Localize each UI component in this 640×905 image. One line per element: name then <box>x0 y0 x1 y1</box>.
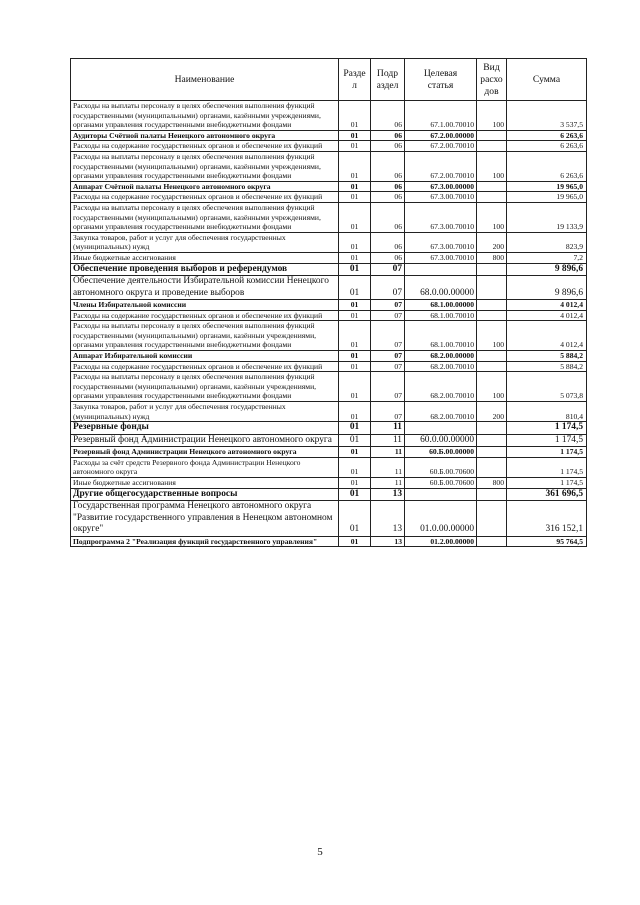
table-row <box>71 263 587 276</box>
table-row <box>71 310 587 321</box>
cell-section: 01 <box>339 350 371 361</box>
cell-section: 01 <box>339 422 371 435</box>
header-subsection: Подр аздел <box>371 59 405 101</box>
table-row <box>71 350 587 361</box>
cell-expense-type <box>477 181 507 192</box>
cell-subsection: 07 <box>371 350 405 361</box>
cell-target: 67.3.00.70010 <box>405 232 477 252</box>
cell-target: 68.2.00.70010 <box>405 372 477 402</box>
cell-subsection: 11 <box>371 422 405 435</box>
table-row <box>71 422 587 435</box>
cell-name: Закупка товаров, работ и услуг для обеспечения государственных (муниципальных) нужд <box>71 401 339 421</box>
cell-section: 01 <box>339 192 371 203</box>
cell-subsection: 11 <box>371 447 405 458</box>
cell-target: 67.2.00.70010 <box>405 141 477 152</box>
cell-expense-type: 800 <box>477 477 507 488</box>
cell-subsection: 07 <box>371 321 405 351</box>
cell-sum: 810,4 <box>507 401 587 421</box>
cell-name: Резервные фонды <box>71 422 339 435</box>
cell-subsection: 13 <box>371 501 405 537</box>
cell-sum: 19 965,0 <box>507 192 587 203</box>
cell-expense-type <box>477 192 507 203</box>
table-row <box>71 361 587 372</box>
cell-section: 01 <box>339 321 371 351</box>
header-row <box>71 59 587 101</box>
cell-sum: 9 896,6 <box>507 263 587 276</box>
table-row <box>71 321 587 351</box>
cell-subsection: 06 <box>371 232 405 252</box>
cell-sum: 7,2 <box>507 252 587 263</box>
cell-sum: 4 012,4 <box>507 310 587 321</box>
table-row <box>71 477 587 488</box>
table-row <box>71 536 587 547</box>
cell-expense-type <box>477 310 507 321</box>
table-row <box>71 151 587 181</box>
cell-sum: 1 174,5 <box>507 457 587 477</box>
cell-expense-type: 100 <box>477 372 507 402</box>
table-row <box>71 457 587 477</box>
cell-subsection: 07 <box>371 310 405 321</box>
cell-section: 01 <box>339 434 371 447</box>
cell-name: Резервный фонд Администрации Ненецкого автономного округа <box>71 447 339 458</box>
cell-expense-type <box>477 263 507 276</box>
cell-name: Расходы за счёт средств Резервного фонда Администрации Ненецкого автономного округа <box>71 457 339 477</box>
cell-target: 68.1.00.00000 <box>405 300 477 311</box>
table-row <box>71 372 587 402</box>
cell-target: 68.2.00.70010 <box>405 361 477 372</box>
cell-expense-type <box>477 447 507 458</box>
cell-name: Расходы на выплаты персоналу в целях обеспечения выполнения функций государственными (муниципальными) органами, казёнными учреждениями, органами управления государственными внебюджетными фондами <box>71 101 339 131</box>
table-row <box>71 101 587 131</box>
cell-name: Расходы на выплаты персоналу в целях обеспечения выполнения функций государственными (муниципальными) органами, казённыи учреждениями, органами управления государственными внебюджетными фондами <box>71 372 339 402</box>
cell-target: 67.2.00.70010 <box>405 151 477 181</box>
table-row <box>71 300 587 311</box>
cell-name: Аппарат Счётной палаты Ненецкого автономного округа <box>71 181 339 192</box>
cell-subsection: 13 <box>371 536 405 547</box>
cell-expense-type <box>477 141 507 152</box>
cell-expense-type <box>477 536 507 547</box>
cell-sum: 19 965,0 <box>507 181 587 192</box>
table-row <box>71 232 587 252</box>
cell-section: 01 <box>339 477 371 488</box>
cell-target: 67.3.00.70010 <box>405 202 477 232</box>
cell-target: 68.0.00.00000 <box>405 276 477 300</box>
cell-expense-type <box>477 457 507 477</box>
cell-subsection: 07 <box>371 300 405 311</box>
header-name: Наименование <box>71 59 339 101</box>
cell-name: Расходы на содержание государственных органов и обеспечение их функций <box>71 310 339 321</box>
cell-sum: 4 012,4 <box>507 321 587 351</box>
cell-target: 60.Б.00.70600 <box>405 457 477 477</box>
cell-name: Закупка товаров, работ и услуг для обеспечения государственных (муниципальных) нужд <box>71 232 339 252</box>
cell-expense-type <box>477 276 507 300</box>
cell-sum: 1 174,5 <box>507 422 587 435</box>
cell-expense-type: 100 <box>477 202 507 232</box>
cell-section: 01 <box>339 361 371 372</box>
table-row <box>71 141 587 152</box>
cell-section: 01 <box>339 372 371 402</box>
cell-expense-type: 100 <box>477 101 507 131</box>
cell-expense-type <box>477 130 507 141</box>
cell-target <box>405 263 477 276</box>
cell-subsection: 07 <box>371 263 405 276</box>
cell-section: 01 <box>339 181 371 192</box>
cell-section: 01 <box>339 232 371 252</box>
table-row <box>71 501 587 537</box>
cell-name: Другие общегосударственные вопросы <box>71 488 339 501</box>
cell-expense-type <box>477 434 507 447</box>
cell-target <box>405 488 477 501</box>
cell-section: 01 <box>339 457 371 477</box>
cell-target: 67.3.00.70010 <box>405 192 477 203</box>
cell-name: Подпрограмма 2 "Реализация функций государственного управления" <box>71 536 339 547</box>
budget-table <box>70 58 587 547</box>
cell-sum: 4 012,4 <box>507 300 587 311</box>
cell-subsection: 06 <box>371 141 405 152</box>
cell-sum: 3 537,5 <box>507 101 587 131</box>
cell-target: 67.1.00.70010 <box>405 101 477 131</box>
cell-name: Расходы на выплаты персоналу в целях обеспечения выполнения функций государственными (муниципальными) органами, казёнными учреждениями, органами управления государственными внебюджетными фондами <box>71 202 339 232</box>
cell-name: Обеспечение деятельности Избирательной комиссии Ненецкого автономного округа и проведение выборов <box>71 276 339 300</box>
cell-subsection: 07 <box>371 276 405 300</box>
cell-section: 01 <box>339 252 371 263</box>
cell-section: 01 <box>339 401 371 421</box>
cell-expense-type <box>477 361 507 372</box>
header-sum: Сумма <box>507 59 587 101</box>
table-row <box>71 447 587 458</box>
cell-name: Государственная программа Ненецкого автономного округа "Развитие государственного управления в Ненецком автономном округе" <box>71 501 339 537</box>
cell-expense-type: 800 <box>477 252 507 263</box>
cell-section: 01 <box>339 263 371 276</box>
cell-subsection: 13 <box>371 488 405 501</box>
cell-name: Аппарат Избирательной комиссии <box>71 350 339 361</box>
cell-sum: 1 174,5 <box>507 477 587 488</box>
cell-target: 60.Б.00.70600 <box>405 477 477 488</box>
cell-target: 67.2.00.00000 <box>405 130 477 141</box>
cell-sum: 5 073,8 <box>507 372 587 402</box>
cell-name: Расходы на содержание государственных органов и обеспечение их функций <box>71 141 339 152</box>
cell-sum: 1 174,5 <box>507 434 587 447</box>
cell-section: 01 <box>339 300 371 311</box>
table-row <box>71 401 587 421</box>
table-row <box>71 488 587 501</box>
cell-subsection: 06 <box>371 181 405 192</box>
cell-target: 68.2.00.70010 <box>405 401 477 421</box>
cell-sum: 9 896,6 <box>507 276 587 300</box>
table-row <box>71 276 587 300</box>
cell-expense-type: 100 <box>477 151 507 181</box>
cell-expense-type <box>477 501 507 537</box>
cell-name: Члены Избирательной комиссии <box>71 300 339 311</box>
cell-section: 01 <box>339 130 371 141</box>
cell-sum: 6 263,6 <box>507 151 587 181</box>
budget-sheet <box>70 58 586 547</box>
cell-name: Иные бюджетные ассигнования <box>71 477 339 488</box>
cell-sum: 1 174,5 <box>507 447 587 458</box>
header-section: Разде л <box>339 59 371 101</box>
cell-section: 01 <box>339 501 371 537</box>
cell-sum: 361 696,5 <box>507 488 587 501</box>
cell-expense-type: 100 <box>477 321 507 351</box>
table-row <box>71 181 587 192</box>
table-row <box>71 202 587 232</box>
cell-expense-type <box>477 350 507 361</box>
table-row <box>71 252 587 263</box>
cell-subsection: 06 <box>371 151 405 181</box>
cell-subsection: 06 <box>371 252 405 263</box>
cell-expense-type: 200 <box>477 232 507 252</box>
cell-subsection: 06 <box>371 202 405 232</box>
cell-sum: 6 263,6 <box>507 130 587 141</box>
cell-target: 60.0.00.00000 <box>405 434 477 447</box>
cell-subsection: 06 <box>371 101 405 131</box>
cell-sum: 95 764,5 <box>507 536 587 547</box>
table-row <box>71 130 587 141</box>
cell-target: 68.1.00.70010 <box>405 310 477 321</box>
cell-sum: 316 152,1 <box>507 501 587 537</box>
cell-expense-type: 200 <box>477 401 507 421</box>
cell-subsection: 11 <box>371 477 405 488</box>
table-row <box>71 434 587 447</box>
cell-section: 01 <box>339 101 371 131</box>
cell-section: 01 <box>339 202 371 232</box>
page-number: 5 <box>317 846 323 858</box>
cell-section: 01 <box>339 536 371 547</box>
cell-subsection: 11 <box>371 434 405 447</box>
cell-section: 01 <box>339 488 371 501</box>
cell-section: 01 <box>339 276 371 300</box>
cell-name: Обеспечение проведения выборов и референдумов <box>71 263 339 276</box>
cell-sum: 19 133,9 <box>507 202 587 232</box>
cell-subsection: 11 <box>371 457 405 477</box>
cell-section: 01 <box>339 141 371 152</box>
cell-name: Аудиторы Счётной палаты Ненецкого автономного округа <box>71 130 339 141</box>
cell-target: 68.1.00.70010 <box>405 321 477 351</box>
cell-target: 01.0.00.00000 <box>405 501 477 537</box>
cell-subsection: 07 <box>371 361 405 372</box>
cell-section: 01 <box>339 447 371 458</box>
cell-name: Расходы на содержание государственных органов и обеспечение их функций <box>71 361 339 372</box>
cell-subsection: 06 <box>371 192 405 203</box>
cell-sum: 5 884,2 <box>507 350 587 361</box>
cell-expense-type <box>477 422 507 435</box>
cell-name: Расходы на выплаты персоналу в целях обеспечения выполнения функций государственными (муниципальными) органами, казённыи учреждениями, органами управления государственными внебюджетными фондами <box>71 321 339 351</box>
cell-sum: 6 263,6 <box>507 141 587 152</box>
cell-expense-type <box>477 488 507 501</box>
header-target: Целевая статья <box>405 59 477 101</box>
cell-subsection: 07 <box>371 401 405 421</box>
cell-name: Расходы на выплаты персоналу в целях обеспечения выполнения функций государственными (муниципальными) органами, казёнными учреждениями, органами управления государственными внебюджетными фондами <box>71 151 339 181</box>
cell-target: 60.Б.00.00000 <box>405 447 477 458</box>
cell-subsection: 06 <box>371 130 405 141</box>
cell-name: Резервный фонд Администрации Ненецкого автономного округа <box>71 434 339 447</box>
cell-sum: 5 884,2 <box>507 361 587 372</box>
cell-subsection: 07 <box>371 372 405 402</box>
cell-target: 67.3.00.00000 <box>405 181 477 192</box>
cell-target: 01.2.00.00000 <box>405 536 477 547</box>
cell-sum: 823,9 <box>507 232 587 252</box>
header-expense-type: Вид расхо дов <box>477 59 507 101</box>
cell-section: 01 <box>339 310 371 321</box>
cell-expense-type <box>477 300 507 311</box>
cell-section: 01 <box>339 151 371 181</box>
cell-target: 67.3.00.70010 <box>405 252 477 263</box>
table-row <box>71 192 587 203</box>
cell-target: 68.2.00.00000 <box>405 350 477 361</box>
cell-name: Расходы на содержание государственных органов и обеспечение их функций <box>71 192 339 203</box>
cell-target <box>405 422 477 435</box>
table-body <box>71 101 587 547</box>
cell-name: Иные бюджетные ассигнования <box>71 252 339 263</box>
